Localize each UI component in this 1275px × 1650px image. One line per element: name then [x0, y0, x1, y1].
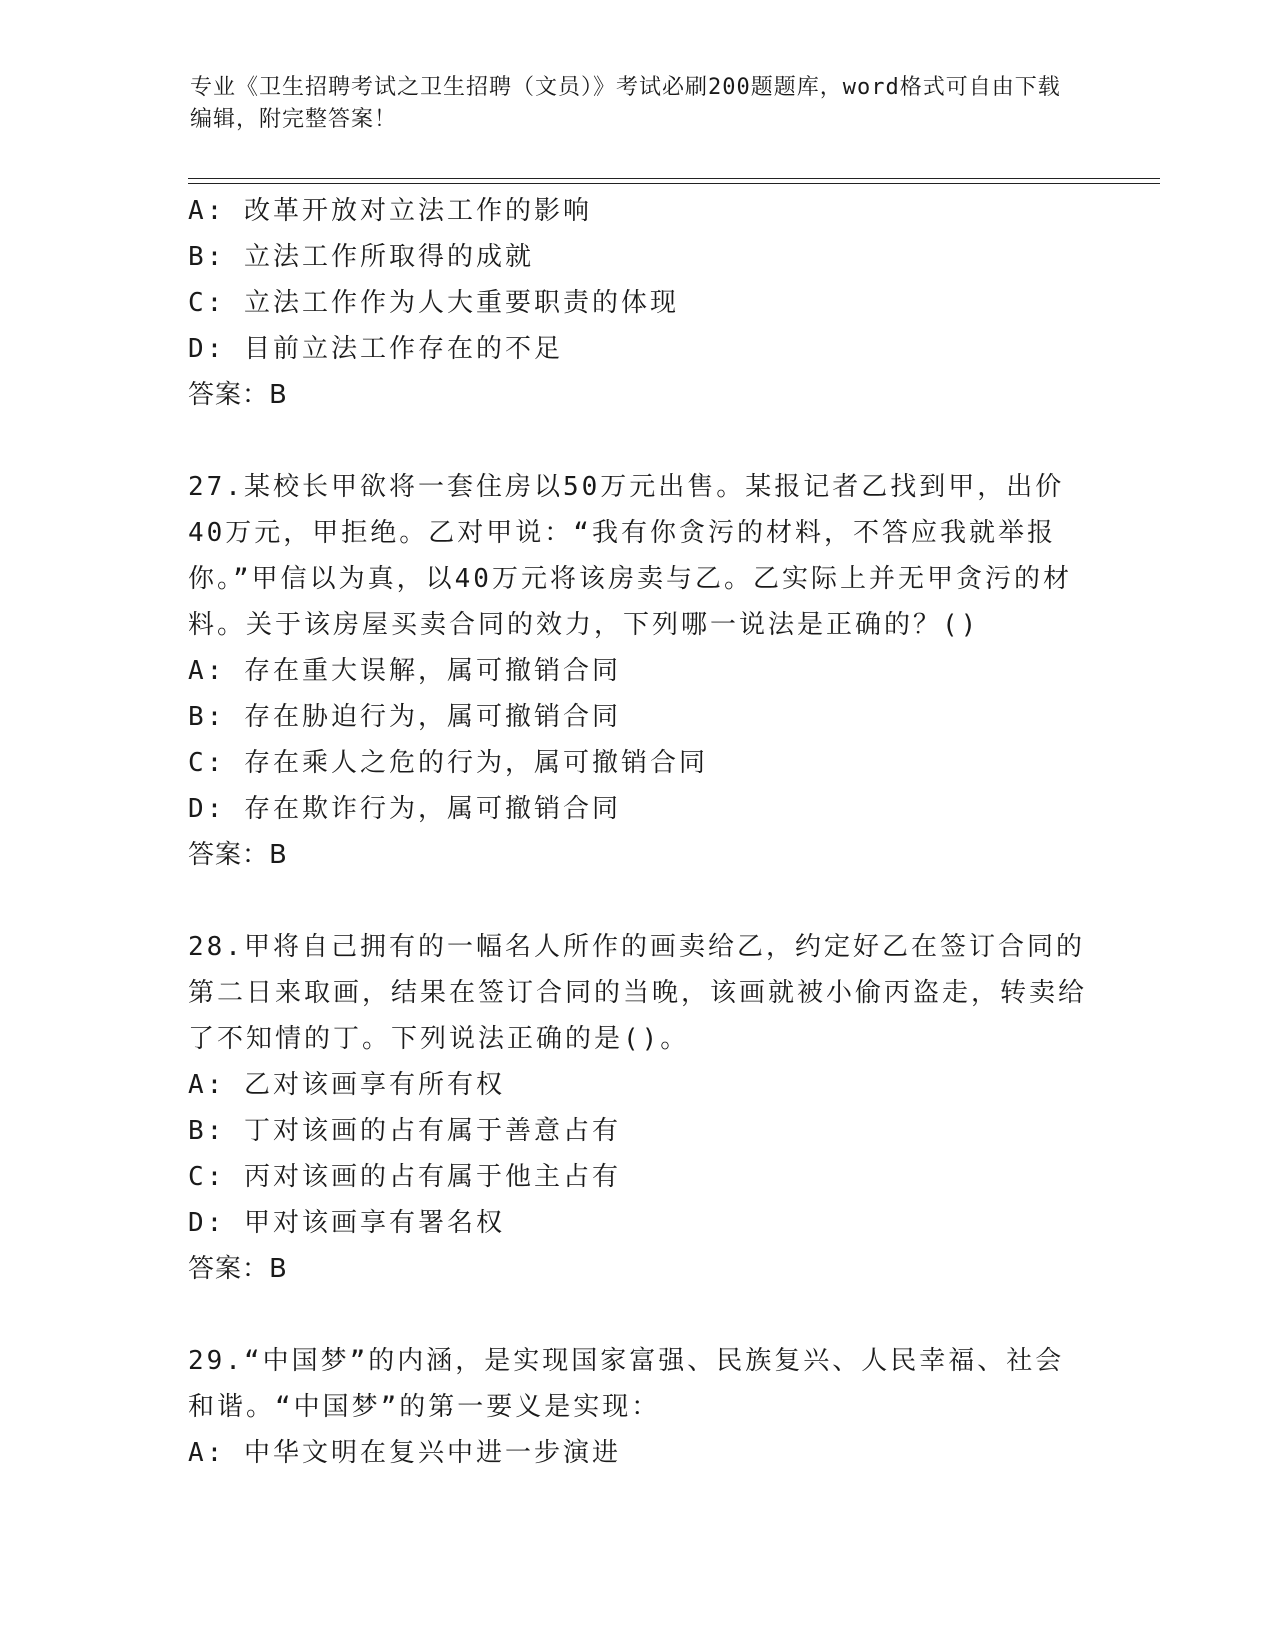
option-a: A: 改革开放对立法工作的影响 — [188, 196, 592, 226]
option-d: D: 甲对该画享有署名权 — [188, 1208, 505, 1238]
option-a: A: 乙对该画享有所有权 — [188, 1070, 505, 1100]
answer: 答案：B — [188, 1254, 288, 1284]
option-b: B: 存在胁迫行为，属可撤销合同 — [188, 702, 621, 732]
question-29 — [188, 1338, 1088, 1476]
option-b: B: 丁对该画的占有属于善意占有 — [188, 1116, 621, 1146]
spacer — [188, 418, 1088, 464]
question-text: 27.某校长甲欲将一套住房以50万元出售。某报记者乙找到甲，出价40万元，甲拒绝。乙对甲说：“我有你贪污的材料，不答应我就举报你。”甲信以为真，以40万元将该房卖与乙。乙实际上并无甲贪污的材料。关于该房屋买卖合同的效力，下列哪一说法是正确的？() — [188, 472, 1072, 640]
spacer — [188, 878, 1088, 924]
question-text: 29.“中国梦”的内涵，是实现国家富强、民族复兴、人民幸福、社会和谐。“中国梦”的第一要义是实现： — [188, 1346, 1065, 1422]
answer: 答案：B — [188, 380, 288, 410]
option-d: D: 目前立法工作存在的不足 — [188, 334, 563, 364]
header-rule-top — [188, 178, 1160, 179]
option-c: C: 立法工作作为人大重要职责的体现 — [188, 288, 679, 318]
question-text: 28.甲将自己拥有的一幅名人所作的画卖给乙，约定好乙在签订合同的第二日来取画，结果在签订合同的当晚，该画就被小偷丙盗走，转卖给了不知情的丁。下列说法正确的是()。 — [188, 932, 1088, 1054]
header-rule-bottom — [188, 183, 1160, 184]
option-b: B: 立法工作所取得的成就 — [188, 242, 534, 272]
spacer — [188, 1292, 1088, 1338]
option-d: D: 存在欺诈行为，属可撤销合同 — [188, 794, 621, 824]
option-c: C: 存在乘人之危的行为，属可撤销合同 — [188, 748, 708, 778]
question-26 — [188, 188, 1088, 418]
question-28 — [188, 924, 1088, 1292]
answer: 答案：B — [188, 840, 288, 870]
option-c: C: 丙对该画的占有属于他主占有 — [188, 1162, 621, 1192]
question-27 — [188, 464, 1088, 878]
document-body — [188, 188, 1088, 1476]
document-header: 专业《卫生招聘考试之卫生招聘（文员）》考试必刷200题题库，word格式可自由下载编辑，附完整答案！ — [190, 75, 1061, 132]
option-a: A: 中华文明在复兴中进一步演进 — [188, 1438, 621, 1468]
option-a: A: 存在重大误解，属可撤销合同 — [188, 656, 621, 686]
